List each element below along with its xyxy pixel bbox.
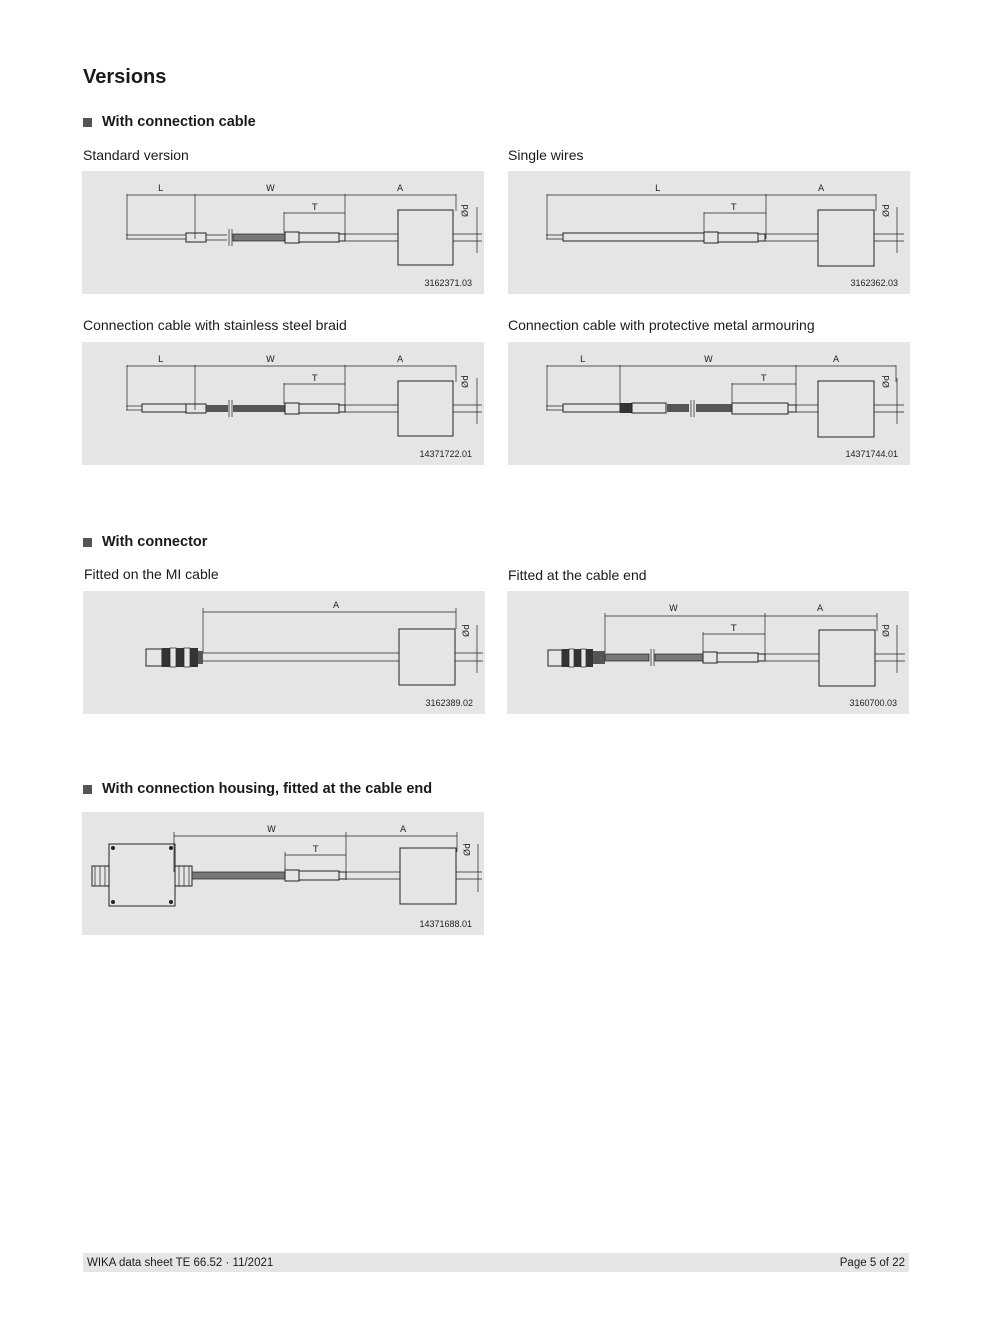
figure-caption-standard: Standard version — [83, 147, 189, 163]
figure-caption-cable-end: Fitted at the cable end — [508, 567, 647, 583]
bullet-square-icon — [83, 785, 92, 794]
page-footer — [83, 1253, 909, 1272]
dim-label-t: T — [313, 845, 319, 855]
figure-code: 3160700.03 — [849, 698, 897, 708]
dim-label-a: A — [817, 604, 824, 614]
diagram-drawing — [508, 171, 910, 294]
dim-label-t: T — [312, 203, 318, 213]
dim-label-d: Ød — [882, 204, 892, 217]
diagram-drawing — [82, 342, 484, 465]
dim-label-t: T — [761, 374, 767, 384]
dim-label-a: A — [833, 355, 840, 365]
section-heading-label: With connector — [102, 534, 208, 550]
bullet-square-icon — [83, 118, 92, 127]
dim-label-d: Ød — [461, 375, 471, 388]
dim-label-a: A — [397, 184, 404, 194]
diagram-drawing — [82, 812, 484, 935]
figure-code: 14371744.01 — [845, 449, 898, 459]
dim-label-d: Ød — [462, 624, 472, 637]
dim-label-d: Ød — [463, 843, 473, 856]
diagram-drawing — [82, 171, 484, 294]
figure-caption-mi-cable: Fitted on the MI cable — [84, 566, 219, 582]
dim-label-d: Ød — [882, 375, 892, 388]
section-heading-connector — [83, 534, 207, 550]
page-title: Versions — [83, 66, 167, 88]
section-heading-label: With connection housing, fitted at the cable end — [102, 781, 433, 797]
dim-label-t: T — [312, 374, 318, 384]
dim-label-d: Ød — [461, 204, 471, 217]
diagram-standard-version — [82, 171, 484, 294]
dim-label-d: Ød — [882, 624, 892, 637]
diagram-drawing — [507, 591, 909, 714]
dim-label-a: A — [818, 184, 825, 194]
dim-label-w: W — [267, 825, 276, 835]
dim-label-t: T — [731, 203, 737, 213]
dim-label-l: L — [158, 355, 164, 365]
section-heading-connection-housing — [83, 781, 432, 797]
diagram-single-wires — [508, 171, 910, 294]
diagram-drawing — [508, 342, 910, 465]
section-heading-connection-cable — [83, 114, 256, 130]
figure-code: 3162371.03 — [424, 278, 472, 288]
figure-caption-single-wires: Single wires — [508, 147, 584, 163]
dim-label-a: A — [397, 355, 404, 365]
dim-label-t: T — [731, 624, 737, 634]
dim-label-l: L — [158, 184, 164, 194]
figure-code: 3162362.03 — [850, 278, 898, 288]
diagram-metal-armouring — [508, 342, 910, 465]
diagram-cable-end-connector — [507, 591, 909, 714]
dim-label-w: W — [669, 604, 678, 614]
figure-code: 14371688.01 — [419, 919, 472, 929]
diagram-connection-housing — [82, 812, 484, 935]
footer-document-id: WIKA data sheet TE 66.52 · 11/2021 — [87, 1256, 274, 1269]
dim-label-w: W — [704, 355, 713, 365]
section-heading-label: With connection cable — [102, 114, 256, 130]
diagram-steel-braid — [82, 342, 484, 465]
diagram-drawing — [83, 591, 485, 714]
figure-code: 14371722.01 — [419, 449, 472, 459]
dim-label-l: L — [580, 355, 586, 365]
dim-label-w: W — [266, 184, 275, 194]
footer-page-number: Page 5 of 22 — [839, 1256, 905, 1269]
diagram-mi-cable-connector — [83, 591, 485, 714]
bullet-square-icon — [83, 538, 92, 547]
dim-label-a: A — [333, 601, 340, 611]
figure-caption-braid: Connection cable with stainless steel braid — [83, 317, 347, 333]
dim-label-a: A — [400, 825, 407, 835]
figure-caption-armour: Connection cable with protective metal armouring — [508, 317, 815, 333]
figure-code: 3162389.02 — [425, 698, 473, 708]
dim-label-w: W — [266, 355, 275, 365]
dim-label-l: L — [655, 184, 661, 194]
